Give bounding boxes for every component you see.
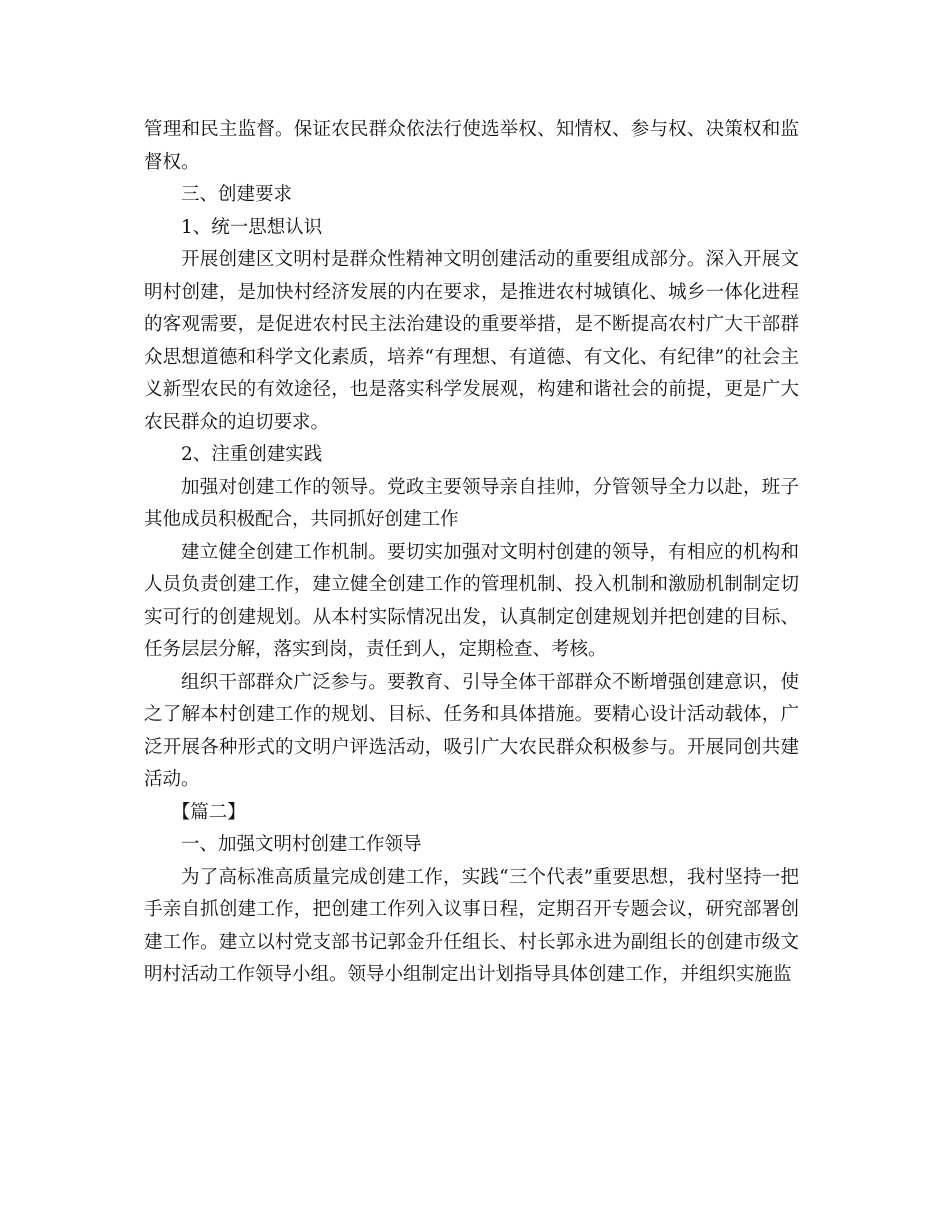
paragraph-leading-group: 为了高标准高质量完成创建工作，实践“三个代表”重要思想，我村坚持一把手亲自抓创建工作，把创建工作列入议事日程，定期召开专题会议，研究部署创建工作。建立以村党支部书记郭金升任组长、村长郭永进为副组长的创建市级文明村活动工作领导小组。领导小组制定出计划指导具体创建工作，并组织实施监: [144, 866, 799, 985]
paragraph-significance: 开展创建区文明村是群众性精神文明创建活动的重要组成部分。深入开展文明村创建，是加快村经济发展的内在要求，是推进农村城镇化、城乡一体化进程的客观需要，是促进农村民主法治建设的重要举措，是不断提高农村广大干部群众思想道德和科学文化素质，培养“有理想、有道德、有文化、有纪律”的社会主义新型农民的有效途径，也是落实科学发展观，构建和谐社会的前提，更是广大农民群众的迫切要求。: [144, 249, 799, 433]
paragraph-participation: 组织干部群众广泛参与。要教育、引导全体干部群众不断增强创建意识，使之了解本村创建工作的规划、目标、任务和具体措施。要精心设计活动载体，广泛开展各种形式的文明户评选活动，吸引广大农民群众积极参与。开展同创共建活动。: [144, 671, 799, 790]
paragraph-continued: 管理和民主监督。保证农民群众依法行使选举权、知情权、参与权、决策权和监督权。: [144, 119, 799, 173]
subheading-unify-thinking: 1、统一思想认识: [181, 216, 323, 238]
paragraph-leadership: 加强对创建工作的领导。党政主要领导亲自挂帅，分管领导全力以赴，班子其他成员积极配合，共同抓好创建工作: [144, 476, 799, 530]
subheading-practice: 2、注重创建实践: [181, 444, 323, 465]
section-heading-leadership: 一、加强文明村创建工作领导: [181, 834, 422, 855]
document-body: [144, 114, 799, 992]
chapter-marker: 【篇二】: [171, 801, 246, 823]
paragraph-mechanism: 建立健全创建工作机制。要切实加强对文明村创建的领导，有相应的机构和人员负责创建工作，建立健全创建工作的管理机制、投入机制和激励机制制定切实可行的创建规划。从本村实际情况出发，认真制定创建规划并把创建的目标、任务层层分解，落实到岗，责任到人，定期检查、考核。: [144, 541, 799, 660]
section-heading-requirements: 三、创建要求: [181, 184, 293, 205]
